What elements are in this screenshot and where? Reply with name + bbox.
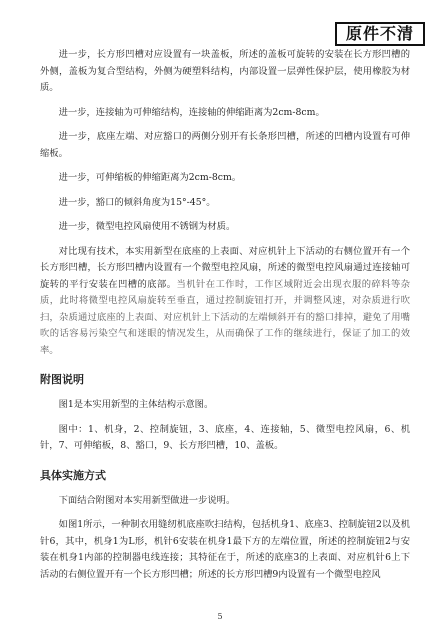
embodiment-body: 如图1所示，一种制衣用缝纫机底座吹扫结构，包括机身1、底座3、控制旋钮2以及机针6，其中，机身1为L形，机针6安装在机身1最下方的左端位置，所述的控制旋钮2与安装在机身1内部的控制器电线连接；其特征在于，所述的底座3的上表面、对应机针6上下活动的右侧位置开有一个长方形凹槽；所述的长方形凹槽9内设置有一个微型电控风 [40, 519, 410, 580]
advantages-part-2: 当机针在工作时，工作区域附近会出现衣服的碎料等杂质，此时将微型电控风扇旋转至垂直，通过控制旋钮打开，并调整风速，对杂质进行吹扫，杂质通过底座的上表面、对应机针上下活动的左端倾斜开有的豁口排掉，避免了用嘴吹的话容易污染空气和迷眼的情况发生，从而确保了工作的继续进行，保证了加工的效率。 [40, 278, 410, 356]
page-number: 5 [217, 612, 223, 621]
advantages-part-1: 对比现有技术，本实用新型在底座的上表面、对应机针上下活动的右侧位置开有一个长方形凹槽，长方形凹槽内设置有一个微型电控风扇，所述的微型电控风扇通过连接轴可旋转的平行安装在凹槽的底部。 [40, 245, 410, 290]
paragraph-retract-distance: 进一步，可伸缩板的伸缩距离为2cm-8cm。 [58, 172, 242, 183]
embodiment-heading: 具体实施方式 [40, 468, 106, 482]
paragraph-fan-material: 进一步，微型电控风扇使用不锈钢为材质。 [58, 221, 236, 232]
figure-legend: 图中：1、机身，2、控制旋钮，3、底座，4、连接轴，5、微型电控风扇，6、机针，7、可伸缩板，8、豁口，9、长方形凹槽，10、盖板。 [40, 423, 410, 451]
illegible-original-stamp: 原件不清 [335, 22, 425, 46]
figure-1-caption: 图1是本实用新型的主体结构示意图。 [58, 399, 214, 410]
paragraph-notch-angle: 进一步，豁口的倾斜角度为15°-45°。 [58, 196, 216, 208]
figures-heading: 附图说明 [40, 373, 84, 386]
paragraph-retractable-plate: 进一步，底座左端、对应豁口的两侧分别开有长条形凹槽，所述的凹槽内设置有可伸缩板。 [40, 131, 410, 159]
paragraph-connecting-shaft: 进一步，连接轴为可伸缩结构，连接轴的伸缩距离为2cm-8cm。 [58, 106, 325, 118]
document-body [40, 47, 410, 583]
paragraph-cover-plate: 进一步，长方形凹槽对应设置有一块盖板，所述的盖板可旋转的安装在长方形凹槽的外侧，盖板为复合型结构，外侧为硬塑料结构，内部设置一层弹性保护层，使用橡胶为材质。 [40, 49, 410, 93]
embodiment-intro: 下面结合附图对本实用新型做进一步说明。 [58, 494, 236, 506]
paragraph-advantages [40, 244, 410, 360]
